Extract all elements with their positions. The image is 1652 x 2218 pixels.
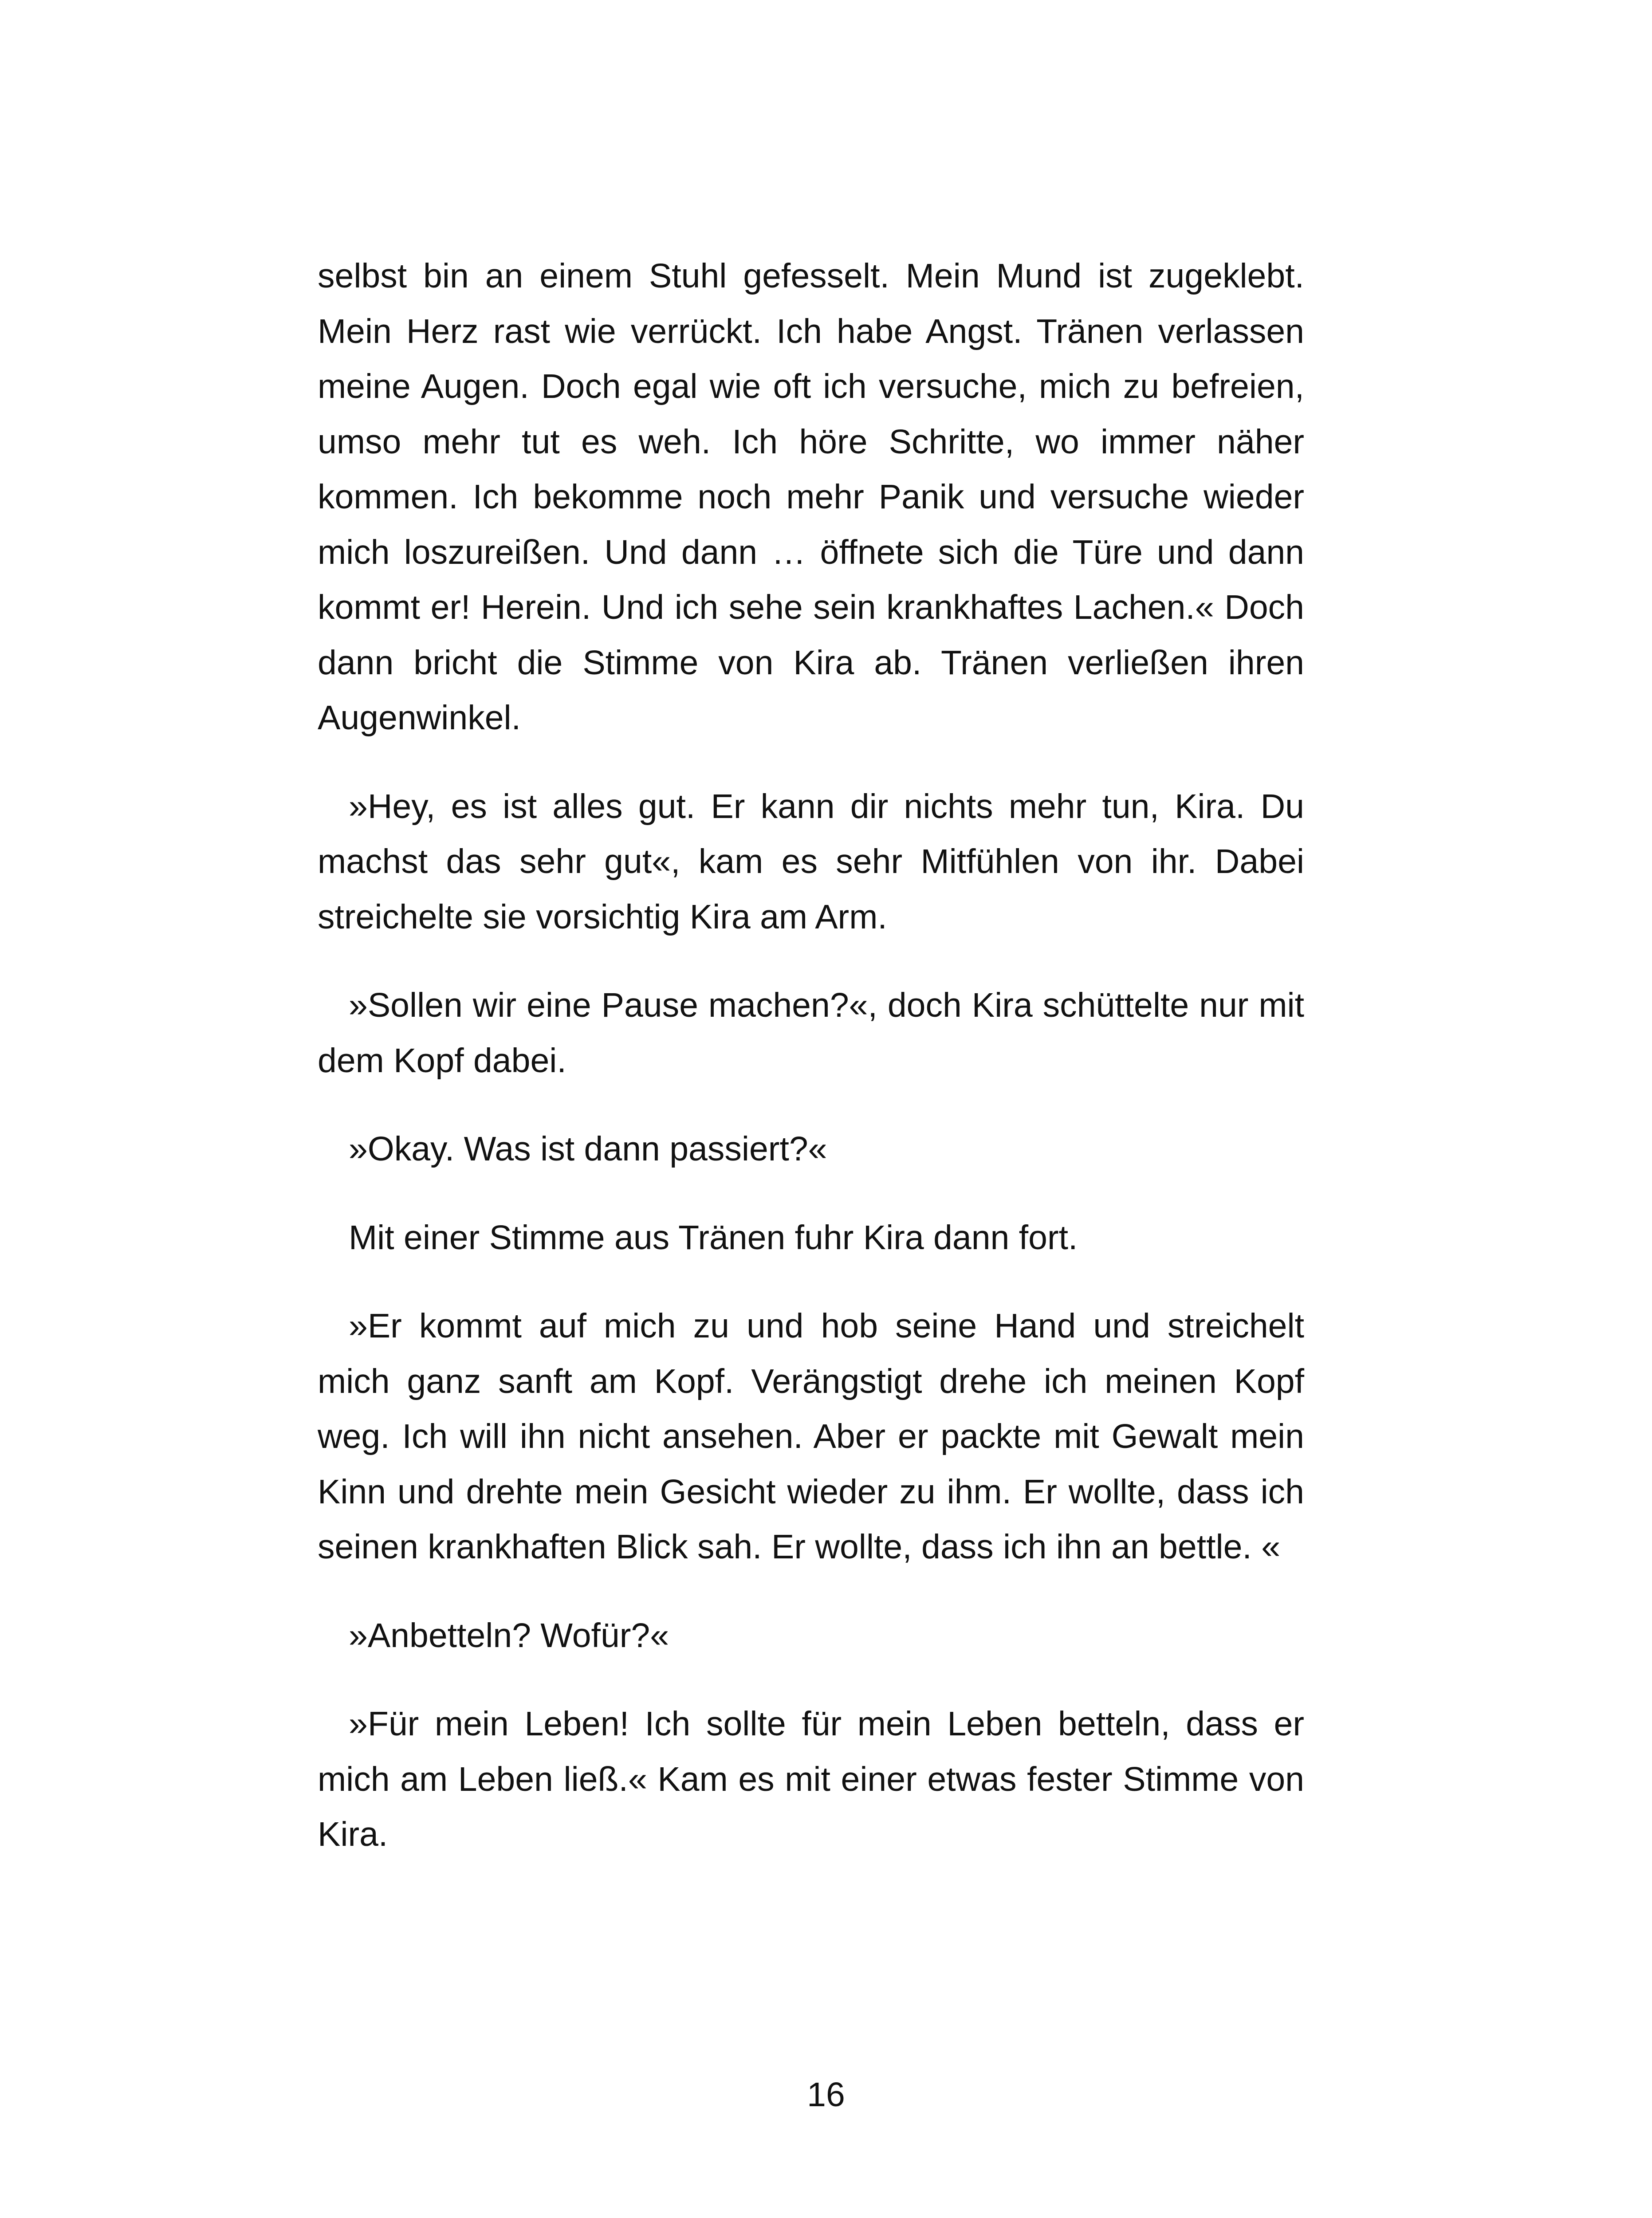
paragraph-dialogue: »Hey, es ist alles gut. Er kann dir nichts mehr tun, Kira. Du machst das sehr gut«, kam es sehr Mitfühlen von ihr. Dabei streichelte sie vorsichtig Kira am Arm.	[318, 787, 1304, 936]
body-text	[318, 248, 1304, 1896]
paragraph-dialogue: »Okay. Was ist dann passiert?«	[349, 1130, 827, 1168]
paragraph-continuation: selbst bin an einem Stuhl gefesselt. Mein Mund ist zugeklebt. Mein Herz rast wie verrückt. Ich habe Angst. Tränen verlassen meine Augen. Doch egal wie oft ich versuche, mich zu befreien, umso mehr tut es weh. Ich höre Schritte, wo immer näher kommen. Ich bekomme noch mehr Panik und versuche wieder mich loszureißen. Und dann … öffnete sich die Türe und dann kommt er! Herein. Und ich sehe sein krankhaftes Lachen.« Doch dann bricht die Stimme von Kira ab. Tränen verließen ihren Augenwinkel.	[318, 257, 1304, 737]
paragraph-dialogue: »Sollen wir eine Pause machen?«, doch Kira schüttelte nur mit dem Kopf dabei.	[318, 986, 1304, 1080]
paragraph-dialogue: »Für mein Leben! Ich sollte für mein Leben betteln, dass er mich am Leben ließ.« Kam es mit einer etwas fester Stimme von Kira.	[318, 1705, 1304, 1853]
paragraph-dialogue: »Anbetteln? Wofür?«	[349, 1616, 669, 1655]
paragraph-narration: Mit einer Stimme aus Tränen fuhr Kira dann fort.	[349, 1218, 1078, 1257]
paragraph-dialogue: »Er kommt auf mich zu und hob seine Hand und streichelt mich ganz sanft am Kopf. Verängstigt drehe ich meinen Kopf weg. Ich will ihn nicht ansehen. Aber er packte mit Gewalt mein Kinn und drehte mein Gesicht wieder zu ihm. Er wollte, dass ich seinen krankhaften Blick sah. Er wollte, dass ich ihn an bettle. «	[318, 1307, 1304, 1566]
page-number: 16	[807, 2076, 845, 2114]
